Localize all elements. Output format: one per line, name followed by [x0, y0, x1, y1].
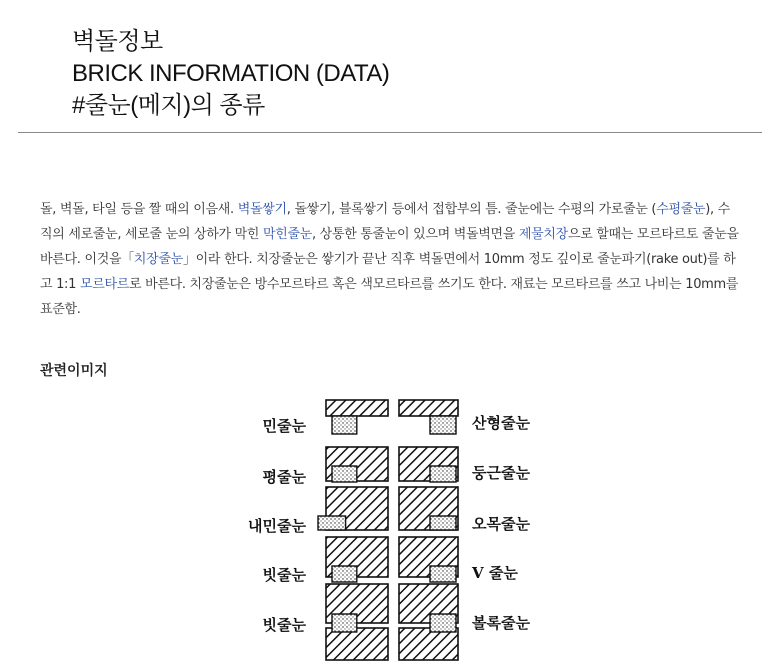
joint-diagram: [238, 398, 548, 666]
text-segment: , 돌쌓기, 블록쌓기 등에서 접합부의 틈. 줄눈에는 수평의 가로줄눈 (: [286, 202, 657, 217]
joint-label-right: 볼록줄눈: [472, 614, 530, 632]
joint-label-left: 민줄눈: [262, 417, 306, 435]
joint-label-right: V 줄눈: [472, 564, 518, 582]
mortar-joint-types-figure: [238, 398, 548, 666]
related-images-heading: 관련이미지: [40, 363, 108, 379]
mortar-joint-right: [430, 614, 456, 632]
link-brick-laying[interactable]: 벽돌쌓기: [237, 202, 287, 217]
joint-label-left: 평줄눈: [262, 468, 306, 486]
mortar-joint-right: [430, 566, 456, 582]
link-fair-face[interactable]: 제물치장: [518, 227, 568, 242]
mortar-joint-left: [332, 566, 357, 582]
brick: [399, 400, 458, 416]
link-pointing[interactable]: 치장줄눈: [133, 252, 183, 267]
mortar-joint-left: [332, 416, 357, 434]
joint-label-left: 빗줄눈: [262, 566, 306, 584]
header-title-english: BRICK INFORMATION (DATA): [72, 60, 390, 87]
brick: [326, 628, 388, 660]
joint-label-left: 내민줄눈: [248, 517, 306, 535]
joint-label-right: 둥근줄눈: [472, 464, 530, 482]
mortar-joint-left: [318, 516, 346, 530]
text-segment: 돌, 벽돌, 타일 등을 짤 때의 이음새.: [40, 202, 238, 217]
header-divider: [18, 132, 762, 133]
mortar-joint-left: [332, 614, 357, 632]
brick: [326, 400, 388, 416]
link-blocked-joint[interactable]: 막힌줄눈: [262, 227, 313, 242]
text-segment: 으로 할때는 모르타르토 줄눈을 바른다. 이것을「: [40, 227, 739, 267]
link-horizontal-joint[interactable]: 수평줄눈: [656, 202, 706, 217]
joint-label-left: 빗줄눈: [262, 616, 306, 634]
mortar-joint-right: [430, 466, 456, 482]
header-title-korean: 벽돌정보: [72, 28, 163, 55]
joint-label-right: 산형줄눈: [472, 414, 530, 432]
text-segment: ), 수직의 세로줄눈, 세로줄 눈의 상하가 막힌: [40, 202, 730, 242]
link-mortar[interactable]: 모르타르: [79, 277, 129, 292]
text-segment: 」이라 한다. 치장줄눈은 쌓기가 끝난 직후 벽돌면에서 10mm 정도 깊이로 줄눈파기(rake out)를 하고 1:1: [40, 252, 736, 292]
text-segment: 로 바른다. 치장줄눈은 방수모르타르 혹은 색모르타르를 쓰기도 한다. 재료는 모르타르를 쓰고 나비는 10mm를 표준함.: [40, 277, 739, 317]
mortar-joint-left: [332, 466, 357, 482]
brick: [399, 628, 458, 660]
header-subtitle: #줄눈(메지)의 종류: [72, 92, 265, 119]
joint-label-right: 오목줄눈: [472, 515, 530, 533]
mortar-joint-right: [430, 516, 456, 530]
page-header: [72, 26, 389, 122]
mortar-joint-right: [430, 416, 456, 434]
description-paragraph: [40, 197, 742, 322]
text-segment: , 상통한 통줄눈이 있으며 벽돌벽면을: [312, 227, 519, 242]
